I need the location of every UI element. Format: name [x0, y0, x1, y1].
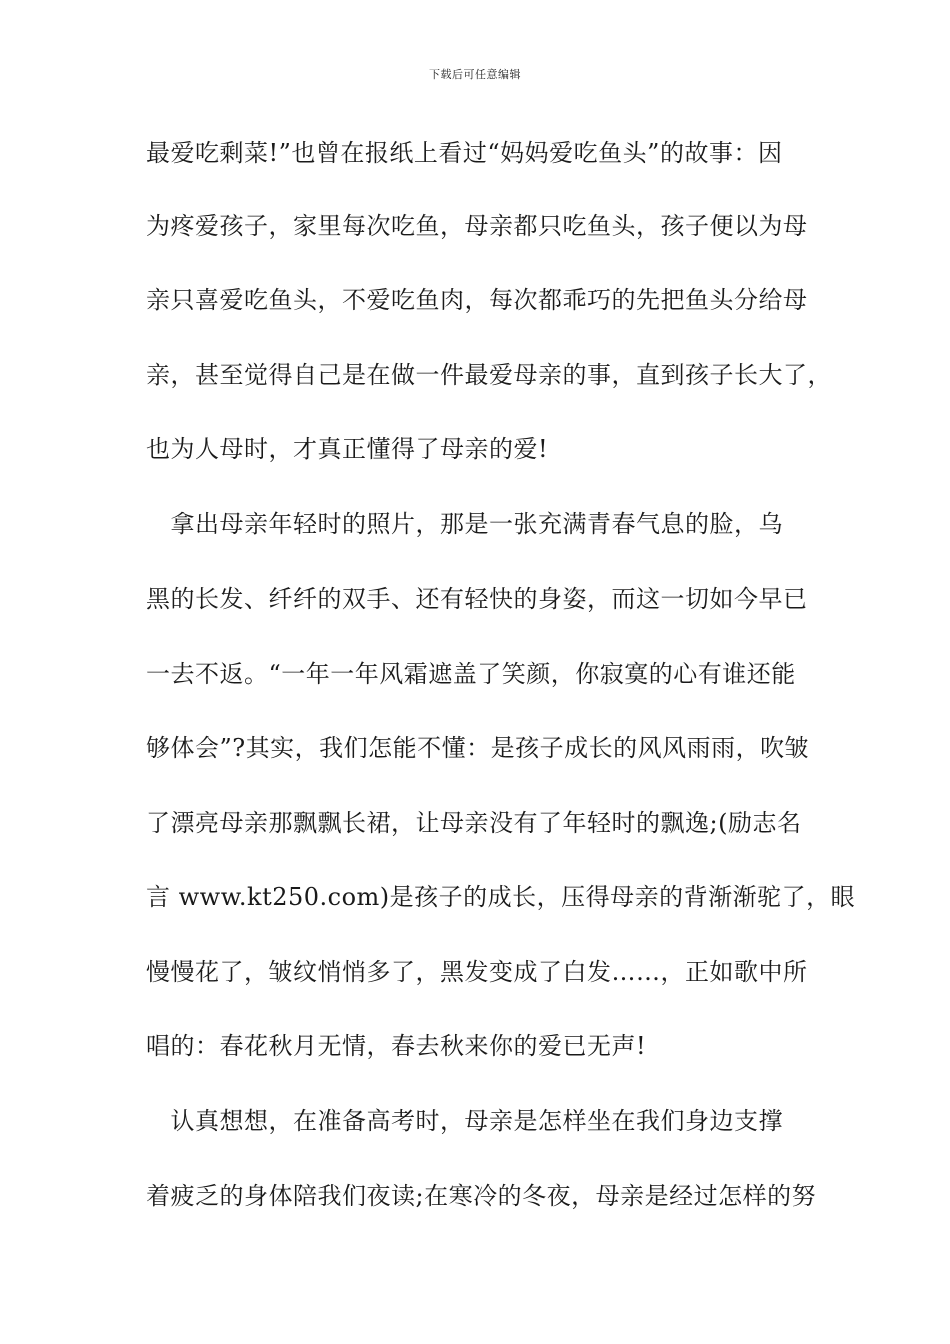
body-line: 一去不返。“一年一年风霜遮盖了笑颜，你寂寞的心有谁还能	[146, 660, 796, 688]
body-line: 言 www.kt250.com)是孩子的成长，压得母亲的背渐渐驼了，眼	[146, 883, 856, 911]
body-line: 也为人母时，才真正懂得了母亲的爱!	[146, 435, 549, 463]
body-line: 拿出母亲年轻时的照片，那是一张充满青春气息的脸，乌	[146, 510, 783, 538]
body-line: 慢慢花了，皱纹悄悄多了，黑发变成了白发……，正如歌中所	[146, 958, 808, 986]
body-line: 唱的：春花秋月无情，春去秋来你的爱已无声!	[146, 1032, 647, 1060]
body-line: 最爱吃剩菜!”也曾在报纸上看过“妈妈爱吃鱼头”的故事：因	[146, 139, 783, 167]
body-line: 为疼爱孩子，家里每次吃鱼，母亲都只吃鱼头，孩子便以为母	[146, 212, 808, 240]
body-line: 亲，甚至觉得自己是在做一件最爱母亲的事，直到孩子长大了，	[146, 361, 832, 389]
body-line: 亲只喜爱吃鱼头，不爱吃鱼肉，每次都乖巧的先把鱼头分给母	[146, 286, 808, 314]
body-line: 认真想想，在准备高考时，母亲是怎样坐在我们身边支撑	[146, 1107, 783, 1135]
body-line: 够体会”?其实，我们怎能不懂：是孩子成长的风风雨雨，吹皱	[146, 734, 810, 762]
body-line: 了漂亮母亲那飘飘长裙，让母亲没有了年轻时的飘逸;(励志名	[146, 809, 802, 837]
page-header: 下载后可任意编辑	[429, 68, 521, 81]
body-line: 黑的长发、纤纤的双手、还有轻快的身姿，而这一切如今早已	[146, 585, 808, 613]
body-line: 着疲乏的身体陪我们夜读;在寒冷的冬夜，母亲是经过怎样的努	[146, 1182, 817, 1210]
